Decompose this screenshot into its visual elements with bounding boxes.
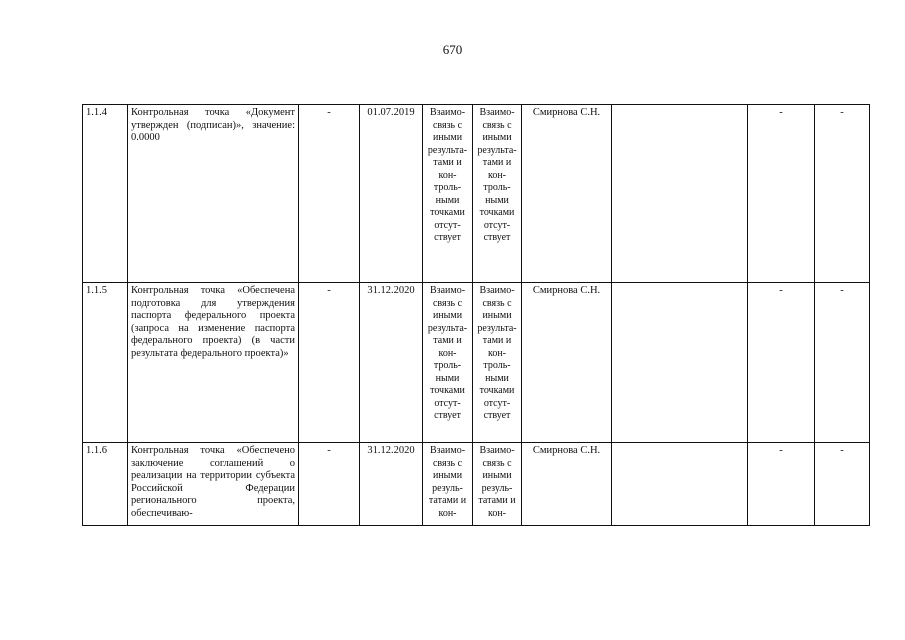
relation-text-line: иными [432,132,463,143]
relation-text-line: точками [430,207,465,218]
relation-text-line: кон- [438,507,457,519]
relation-text-line: отсут- [483,219,511,231]
relation-text-line: связь с [432,457,463,469]
date-cell: 31.12.2020 [360,443,423,526]
relation-text-line: тами и [433,157,462,168]
relation-text-line: точками [479,207,515,218]
control-points-table [82,104,870,526]
dash-cell: - [815,443,870,526]
relation-text-line: татами и [428,495,467,506]
relation-text-line: тами и [482,157,512,168]
control-point-name: Контрольная точка «Обеспечена подготовка для утверждения паспорта федерального проекта (запроса на изменение паспорта федерального проекта) (в части результата федерального проекта)» [128,283,299,443]
relation-cell [473,283,522,443]
relation-text-line: резуль- [432,482,463,494]
dash-cell: - [748,443,815,526]
row-number: 1.1.5 [83,283,128,443]
control-point-name: Контрольная точка «Обеспечено заключение соглашений о реализации на территории субъекта Российской Федерации регионального проекта, обеспечиваю- [128,443,299,526]
table-body [83,105,870,526]
empty-cell [612,443,748,526]
relation-text-line: Взаимо- [429,445,466,456]
relation-text-line: троль- [433,360,462,371]
date-cell: 01.07.2019 [360,105,423,283]
relation-text-line: иными [482,310,512,321]
empty-cell [612,283,748,443]
dash-cell: - [748,283,815,443]
control-point-name: Контрольная точка «Документ утвержден (подписан)», значение: 0.0000 [128,105,299,283]
row-number: 1.1.6 [83,443,128,526]
row-number: 1.1.4 [83,105,128,283]
date-cell: 31.12.2020 [360,283,423,443]
relation-text-line: Взаимо- [429,107,466,118]
table-row [83,443,870,526]
relation-text-line: ными [485,194,509,206]
relation-text-line: иными [482,132,512,143]
relation-text-line: ными [435,372,460,384]
relation-text-line: татами и [478,495,516,506]
relation-cell [473,443,522,526]
relation-text-line: Взаимо- [479,285,515,296]
relation-text-line: результа- [477,322,517,334]
table-row [83,283,870,443]
relation-text-line: резуль- [481,482,513,494]
relation-text-line: троль- [483,182,511,193]
relation-text-line: иными [432,470,463,481]
responsible-person: Смирнова С.Н. [522,283,612,443]
relation-text-line: ствует [434,232,461,243]
relation-text-line: ными [485,372,509,384]
relation-text-line: кон- [487,347,507,359]
relation-text-line: связь с [482,457,512,469]
responsible-person: Смирнова С.Н. [522,105,612,283]
dash-cell: - [815,105,870,283]
relation-text-line: кон- [438,169,457,181]
relation-text-line: Взаимо- [479,107,515,118]
relation-cell [423,283,473,443]
page-number: 670 [442,42,463,57]
relation-text-line: тами и [482,335,512,346]
relation-text-line: связь с [482,119,512,131]
relation-text-line: результа- [477,144,517,156]
dash-cell: - [299,105,360,283]
relation-text-line: ствует [483,410,511,421]
dash-cell: - [299,443,360,526]
relation-text-line: отсут- [483,397,511,409]
relation-text-line: иными [432,310,463,321]
relation-text-line: точками [479,385,515,396]
relation-text-line: отсут- [434,397,461,409]
relation-text-line: троль- [433,182,462,193]
relation-text-line: Взаимо- [429,285,466,296]
relation-text-line: кон- [487,169,507,181]
relation-text-line: троль- [483,360,511,371]
relation-text-line: кон- [438,347,457,359]
relation-cell [423,105,473,283]
relation-text-line: кон- [487,507,507,519]
relation-text-line: ствует [483,232,511,243]
relation-cell [423,443,473,526]
relation-text-line: связь с [432,119,463,131]
relation-text-line: отсут- [434,219,461,231]
table-row [83,105,870,283]
relation-text-line: Взаимо- [479,445,515,456]
relation-text-line: ствует [434,410,461,421]
empty-cell [612,105,748,283]
relation-text-line: результа- [427,144,468,156]
responsible-person: Смирнова С.Н. [522,443,612,526]
relation-cell [473,105,522,283]
relation-text-line: ными [435,194,460,206]
dash-cell: - [815,283,870,443]
dash-cell: - [748,105,815,283]
relation-text-line: результа- [427,322,468,334]
relation-text-line: тами и [433,335,462,346]
relation-text-line: связь с [482,297,512,309]
relation-text-line: связь с [432,297,463,309]
relation-text-line: иными [482,470,512,481]
relation-text-line: точками [430,385,465,396]
dash-cell: - [299,283,360,443]
